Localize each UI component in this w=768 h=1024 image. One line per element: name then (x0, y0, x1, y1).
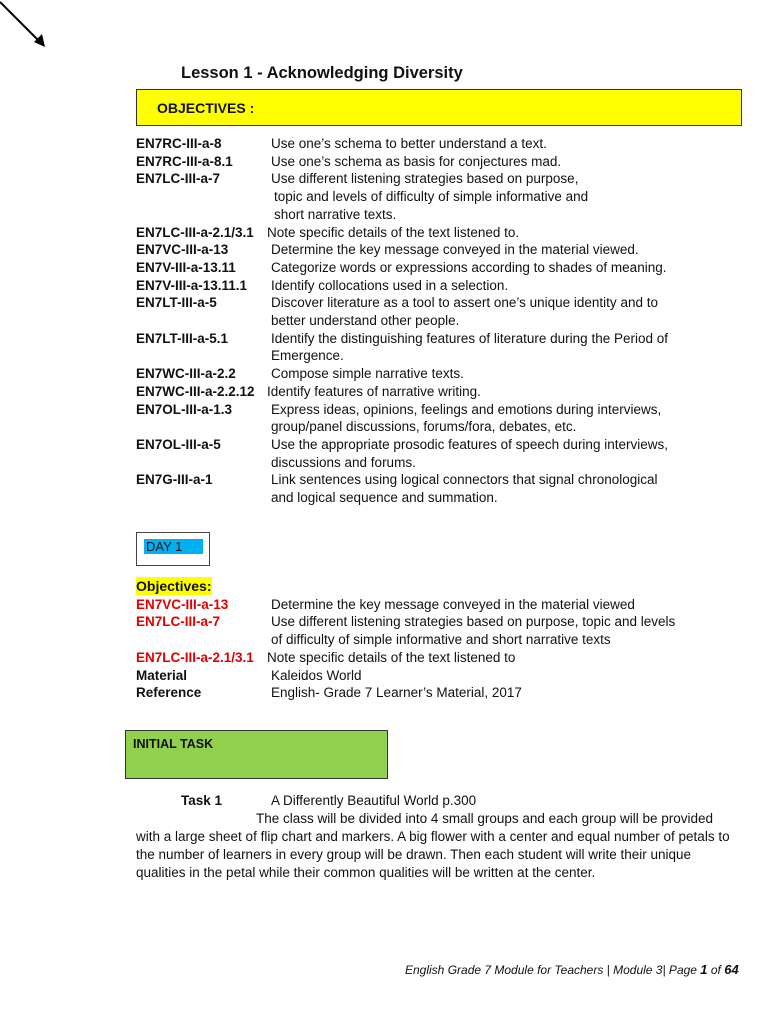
objective-text: Link sentences using logical connectors that signal chronological (271, 472, 658, 488)
objective-text: Use different listening strategies based on purpose, (271, 171, 579, 187)
task-body: The class will be divided into 4 small groups and each group will be provided with a large sheet of flip chart and markers. A big flower with a center and equal number of petals to the number of learners in every group will be drawn. Then each student will write their unique qualities in the petal while their common qualities will be written at the center. (136, 811, 730, 880)
objective-row (136, 135, 736, 153)
day-box (136, 532, 210, 566)
objective-row (136, 259, 736, 277)
reference-value: English- Grade 7 Learner’s Material, 2017 (271, 685, 522, 701)
objective-text: short narrative texts. (274, 206, 397, 222)
footer-total: 64 (724, 962, 739, 977)
objective-text: Use one’s schema to better understand a text. (271, 136, 547, 151)
task-section (136, 792, 736, 882)
objective-text: Use one’s schema as basis for conjectures mad. (271, 153, 562, 169)
footer-of: of (707, 963, 725, 977)
lesson-title: Lesson 1 - Acknowledging Diversity (181, 64, 463, 82)
day-objective-row (136, 596, 736, 614)
objective-row (136, 153, 736, 171)
objective-row (136, 241, 736, 259)
page-footer (405, 962, 739, 977)
objective-row (136, 365, 736, 383)
reference-label: Reference (136, 685, 202, 701)
objective-row (136, 330, 736, 365)
objective-code: EN7RC-III-a-8 (136, 136, 222, 151)
objective-code: EN7VC-III-a-13 (136, 242, 229, 258)
task-title: A Differently Beautiful World p.300 (271, 793, 477, 808)
objective-text: Discover literature as a tool to assert one’s unique identity and to (271, 295, 658, 311)
day-objective-row (136, 649, 736, 667)
task-label: Task 1 (181, 793, 223, 808)
objective-code: EN7LT-III-a-5 (136, 295, 217, 311)
objective-row (136, 170, 736, 223)
objective-text: Compose simple narrative texts. (271, 366, 464, 382)
objective-row (136, 436, 736, 471)
objective-code: EN7OL-III-a-1.3 (136, 401, 233, 417)
day-label: DAY 1 (144, 539, 203, 554)
objective-code: EN7LC-III-a-7 (136, 171, 221, 187)
objective-text: Identify collocations used in a selection. (271, 277, 509, 293)
objectives-header-box (136, 89, 742, 126)
objective-code: EN7WC-III-a-2.2.12 (136, 383, 255, 399)
objective-text: Emergence. (271, 348, 344, 364)
day-objective-text: Note specific details of the text listened to (267, 649, 516, 665)
objective-text: and logical sequence and summation. (271, 490, 498, 506)
day-objective-text: Determine the key message conveyed in the material viewed (271, 596, 635, 612)
objective-row (136, 224, 736, 242)
material-row (136, 667, 736, 685)
material-value: Kaleidos World (271, 667, 362, 683)
objective-text: Express ideas, opinions, feelings and emotions during interviews, (271, 401, 662, 417)
reference-row (136, 684, 736, 702)
objective-text: topic and levels of difficulty of simple informative and (274, 189, 589, 205)
objective-row (136, 294, 736, 329)
objective-text: Categorize words or expressions according to shades of meaning. (271, 259, 667, 275)
day-objectives-header (136, 577, 212, 595)
objective-text: Identify features of narrative writing. (267, 383, 481, 399)
day-objective-row (136, 613, 736, 648)
objective-text: Note specific details of the text listened to. (267, 224, 520, 240)
day-objective-text: of difficulty of simple informative and short narrative texts (271, 632, 611, 648)
initial-task-box (125, 730, 388, 779)
objective-text: better understand other people. (271, 313, 460, 329)
objective-code: EN7RC-III-a-8.1 (136, 153, 233, 169)
objective-text: Identify the distinguishing features of literature during the Period of (271, 330, 668, 346)
objective-code: EN7V-III-a-13.11.1 (136, 277, 248, 293)
footer-text: English Grade 7 Module for Teachers | Module 3| Page (405, 963, 701, 977)
objective-code: EN7LT-III-a-5.1 (136, 330, 229, 346)
objective-code: EN7OL-III-a-5 (136, 436, 221, 452)
objective-row (136, 383, 736, 401)
objective-code: EN7WC-III-a-2.2 (136, 366, 236, 382)
footer-page: 1 (700, 962, 708, 977)
objective-text: Use the appropriate prosodic features of speech during interviews, (271, 436, 668, 452)
day-objectives-header-text: Objectives (136, 578, 207, 594)
objective-row (136, 401, 736, 436)
objective-code: EN7LC-III-a-2.1/3.1 (136, 224, 254, 240)
day-objective-text: Use different listening strategies based on purpose, topic and levels (271, 614, 676, 630)
day-objectives-colon: : (206, 578, 212, 594)
day-objective-code: EN7LC-III-a-2.1/3.1 (136, 649, 254, 665)
day-objective-code: EN7VC-III-a-13 (136, 596, 229, 612)
objective-text: Determine the key message conveyed in the material viewed. (271, 242, 639, 258)
objective-text: group/panel discussions, forums/fora, debates, etc. (271, 419, 577, 435)
objective-row (136, 277, 736, 295)
objectives-header: OBJECTIVES : (157, 100, 255, 116)
day-objective-code: EN7LC-III-a-7 (136, 614, 221, 630)
objective-text: discussions and forums. (271, 454, 416, 470)
arrow-icon (0, 0, 50, 50)
initial-task-label: INITIAL TASK (133, 737, 214, 751)
day-objectives (136, 577, 736, 702)
material-label: Material (136, 667, 188, 683)
objectives-list (136, 135, 736, 507)
objective-code: EN7V-III-a-13.11 (136, 259, 236, 275)
objective-row (136, 471, 736, 506)
objective-code: EN7G-III-a-1 (136, 472, 213, 488)
